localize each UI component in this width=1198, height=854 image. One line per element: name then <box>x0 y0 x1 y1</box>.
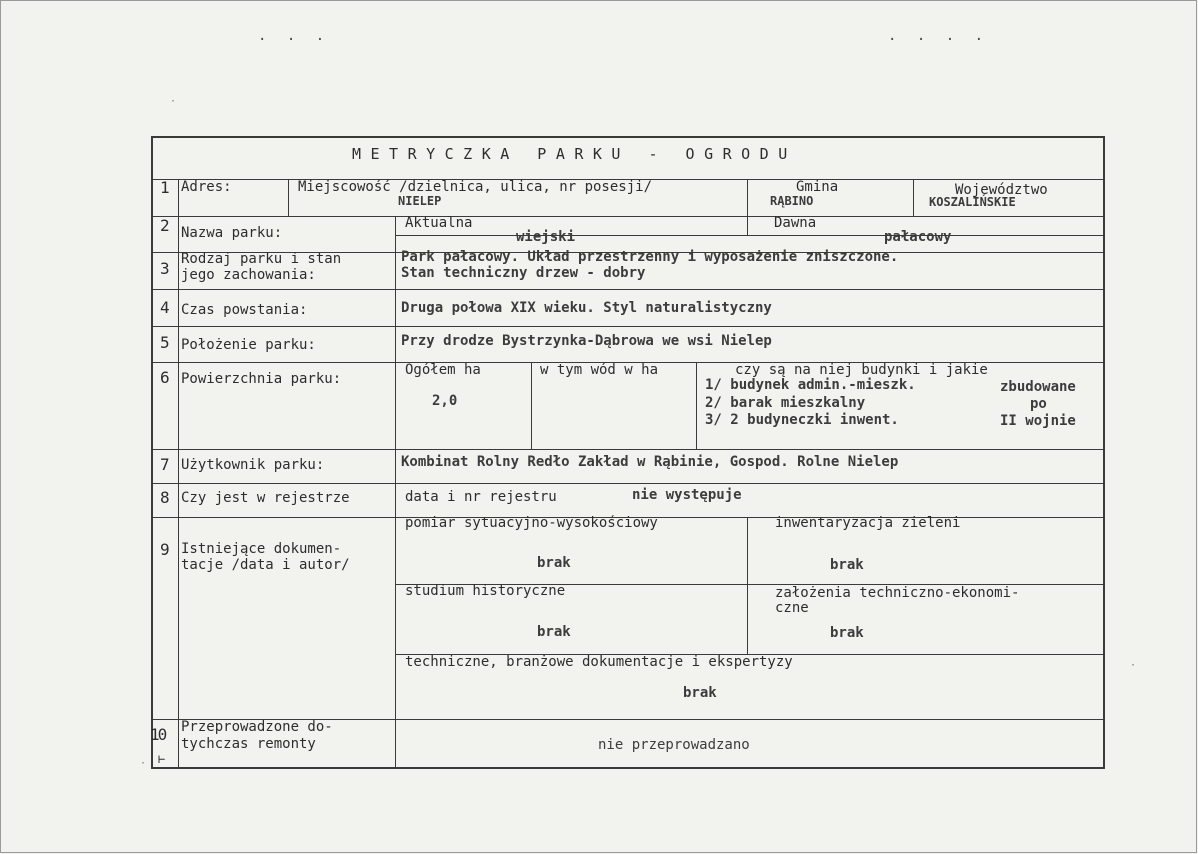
buildings-label: czy są na niej budynki i jakie <box>735 362 988 378</box>
survey-value: brak <box>537 555 571 571</box>
park-record-form <box>151 136 1105 769</box>
tech-value: brak <box>830 625 864 641</box>
inventory-value: brak <box>830 557 864 573</box>
register-label: data i nr rejestru <box>405 489 557 505</box>
register-value: nie występuje <box>632 487 742 503</box>
buildings-note-1: zbudowane <box>1000 379 1076 395</box>
name-former-label: Dawna <box>774 215 817 231</box>
scan-dots: · · · · <box>888 32 990 48</box>
label-location: Położenie parku: <box>181 337 316 353</box>
user-value: Kombinat Rolny Redło Zakład w Rąbinie, Gospod. Rolne Nielep <box>401 454 899 470</box>
survey-label: pomiar sytuacyjno-wysokościowy <box>405 515 658 531</box>
row-number: 4 <box>160 298 170 317</box>
area-total-label: Ogółem ha <box>405 362 481 378</box>
repairs-value: nie przeprowadzano <box>598 737 750 753</box>
buildings-note-3: II wojnie <box>1000 413 1076 429</box>
voivodeship-label: Województwo <box>955 182 1048 198</box>
label-user: Użytkownik parku: <box>181 457 325 473</box>
row-number: 2 <box>160 216 170 235</box>
buildings-note-2: po <box>1030 396 1047 412</box>
label-docs-2: tacje /data i autor/ <box>181 557 350 573</box>
row-number: 1 <box>160 178 170 197</box>
row-number: 6 <box>160 368 170 387</box>
history-label: studium historyczne <box>405 583 566 599</box>
label-area: Powierzchnia parku: <box>181 371 342 387</box>
label-park-type: Rodzaj parku i stan <box>181 251 342 267</box>
scan-smudge: · <box>140 758 147 769</box>
row-number: 8 <box>160 488 170 507</box>
area-total-value: 2,0 <box>432 393 458 409</box>
expert-value: brak <box>683 685 717 701</box>
row-number: 5 <box>160 333 170 352</box>
created-value: Druga połowa XIX wieku. Styl naturalistyczny <box>401 300 772 316</box>
building-3: 3/ 2 budyneczki inwent. <box>705 412 899 428</box>
label-repairs-2: tychczas remonty <box>181 736 316 752</box>
label-repairs: Przeprowadzone do- <box>181 719 333 735</box>
row-number: 7 <box>160 455 170 474</box>
building-2: 2/ barak mieszkalny <box>705 395 866 411</box>
tech-label-2: czne <box>775 600 809 616</box>
label-docs: Istniejące dokumen- <box>181 541 342 557</box>
park-state-value: Stan techniczny drzew - dobry <box>401 265 646 281</box>
expert-label: techniczne, branżowe dokumentacje i ekspertyzy <box>405 654 793 670</box>
name-current-value: wiejski <box>516 229 576 245</box>
area-water-label: w tym wód w ha <box>540 362 659 378</box>
gmina-value: RĄBINO <box>770 194 814 208</box>
label-created: Czas powstania: <box>181 302 308 318</box>
tech-label: założenia techniczno-ekonomi- <box>775 585 1020 601</box>
gmina-label: Gmina <box>796 179 839 195</box>
row-number: 3 <box>160 259 170 278</box>
name-current-label: Aktualna <box>405 215 473 231</box>
name-former-value: pałacowy <box>884 229 952 245</box>
history-value: brak <box>537 624 571 640</box>
building-1: 1/ budynek admin.-mieszk. <box>705 377 916 393</box>
label-register: Czy jest w rejestrze <box>181 490 350 506</box>
scan-smudge: · <box>1130 660 1137 671</box>
row-mark: ⊢ <box>158 752 166 766</box>
row-number: 10 <box>150 725 166 744</box>
inventory-label: inwentaryzacja zieleni <box>775 515 961 531</box>
row-number: 9 <box>160 540 170 559</box>
label-park-type-2: jego zachowania: <box>181 267 316 283</box>
scan-smudge: · <box>170 96 177 107</box>
place-label: Miejscowość /dzielnica, ulica, nr posesji/ <box>298 179 653 195</box>
location-value: Przy drodze Bystrzynka-Dąbrowa we wsi Nielep <box>401 333 772 349</box>
place-value: NIELEP <box>398 194 442 208</box>
form-title: METRYCZKA PARKU - OGRODU <box>352 145 797 163</box>
park-type-value: Park pałacowy. Układ przestrzenny i wyposażenie zniszczone. <box>401 249 899 265</box>
label-park-name: Nazwa parku: <box>181 225 283 241</box>
voivodeship-value: KOSZALIŃSKIE <box>929 195 1016 209</box>
scan-dots: · · · <box>258 32 331 48</box>
label-address: Adres: <box>181 179 232 195</box>
